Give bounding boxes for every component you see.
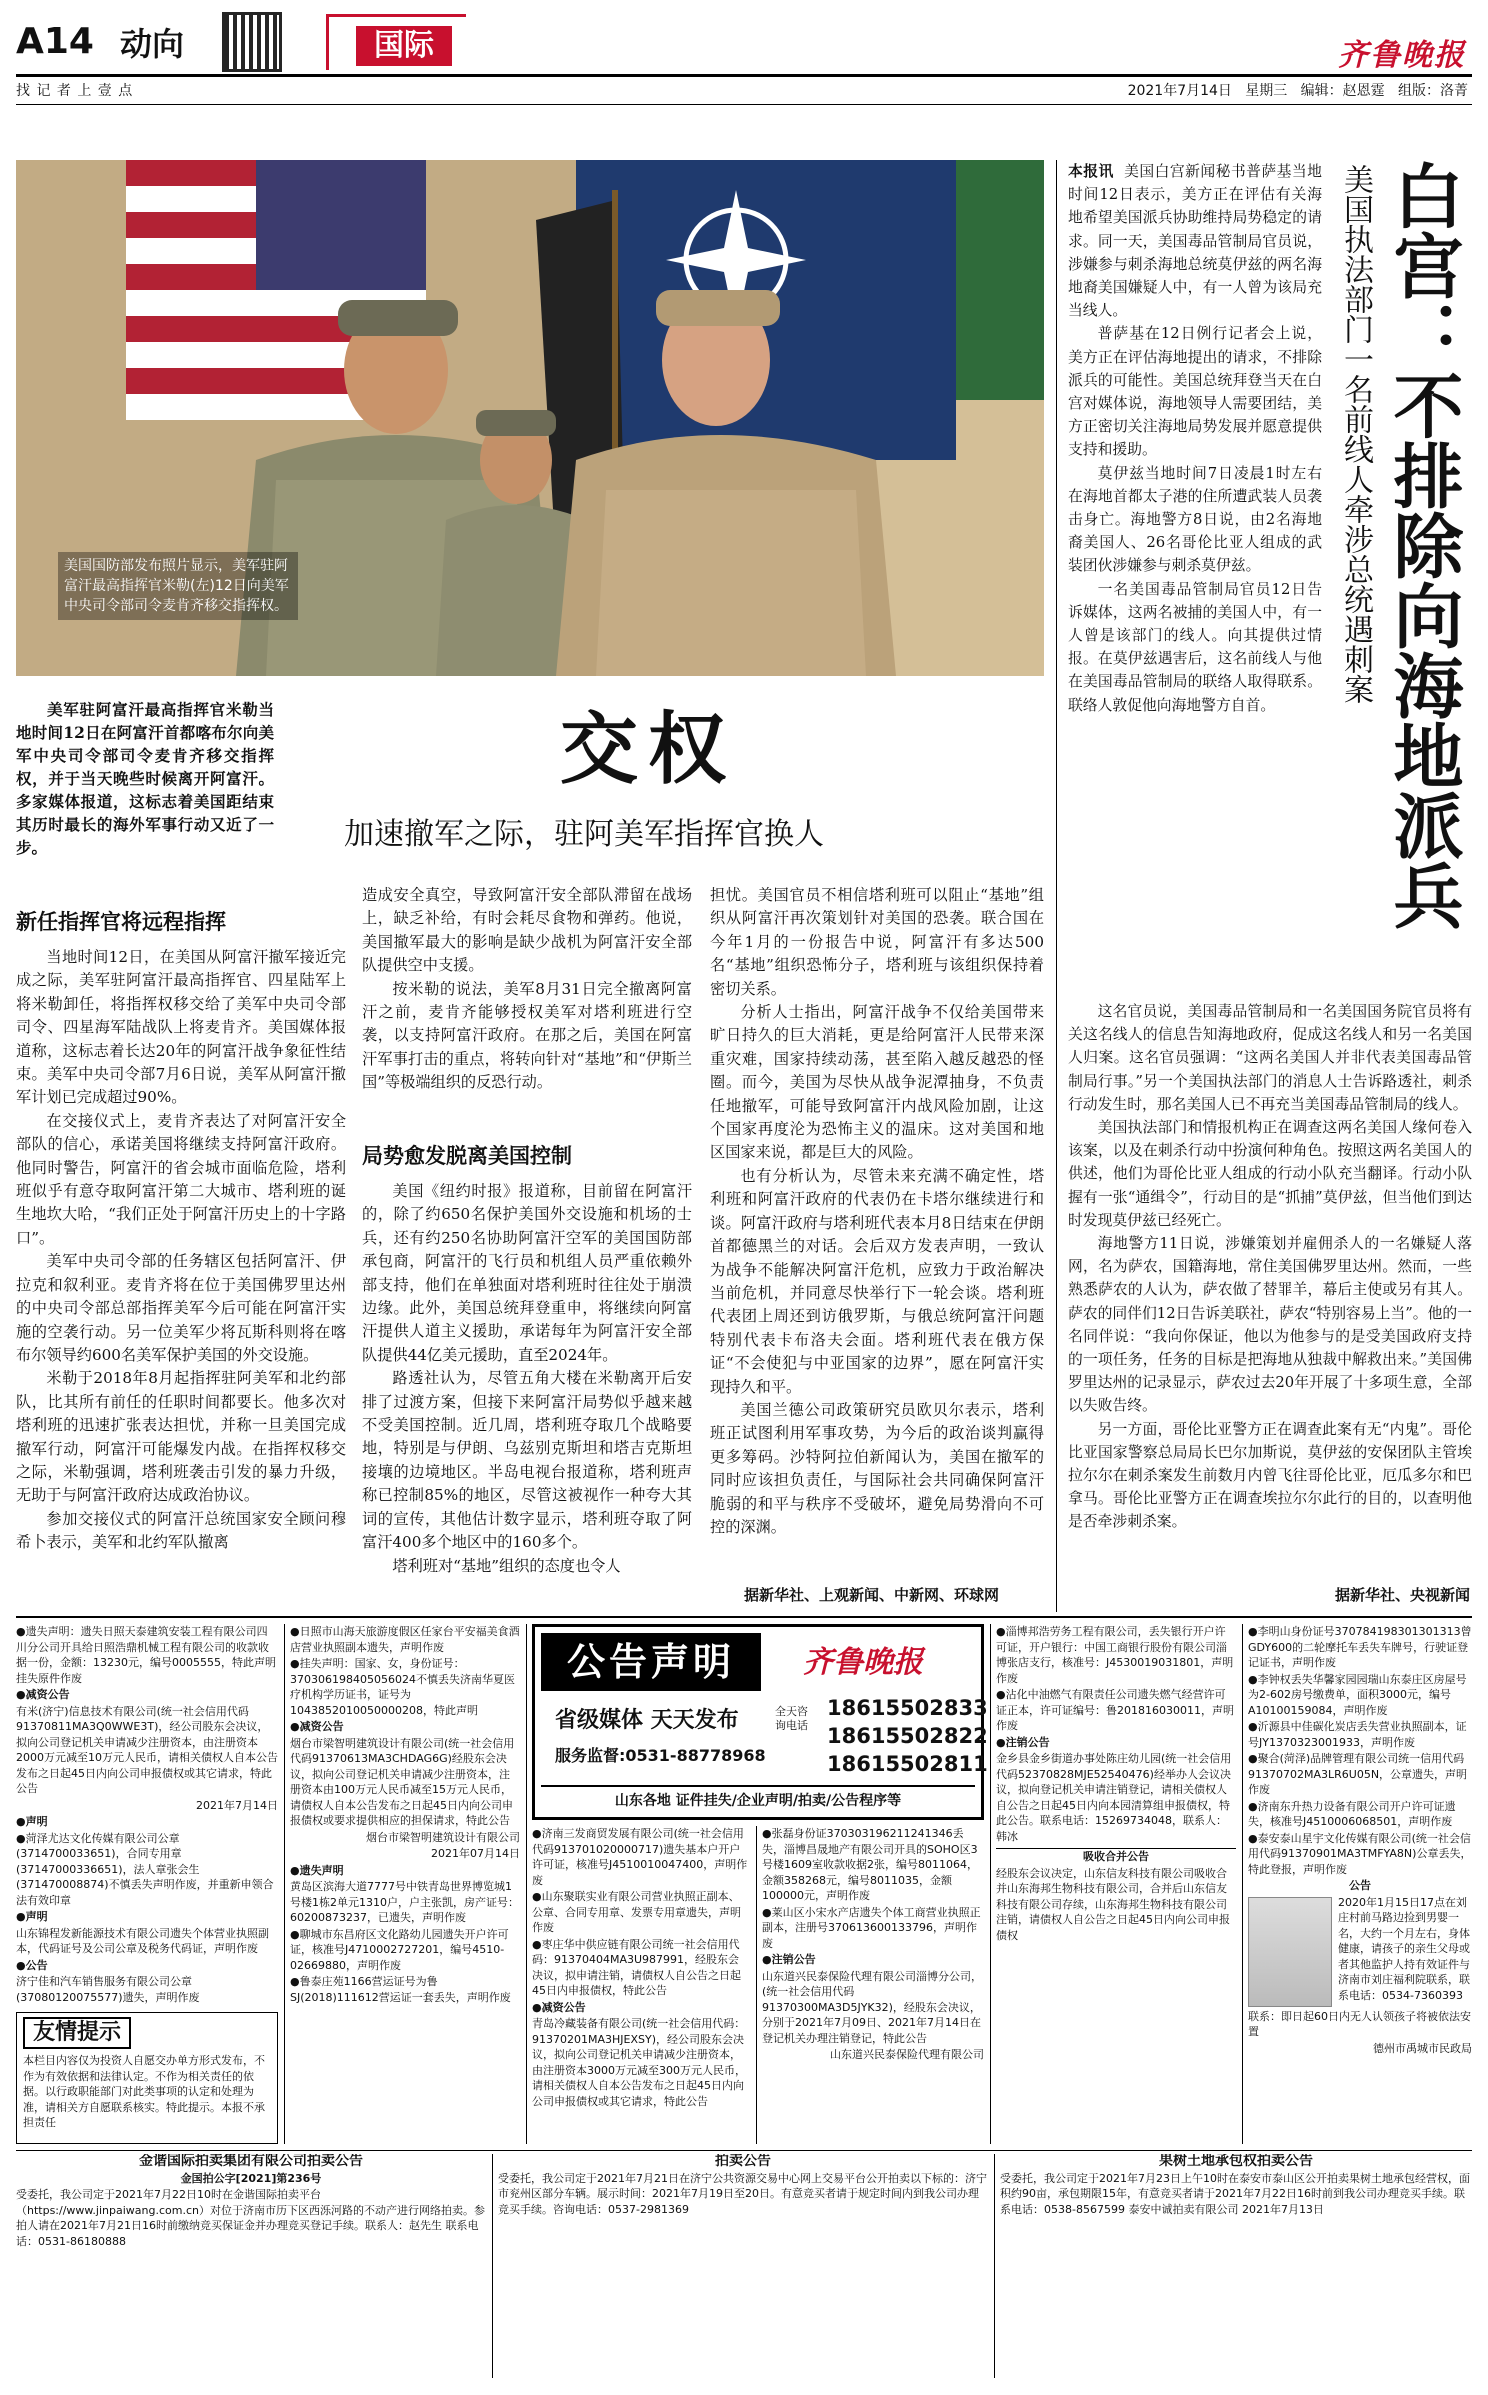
ad-item: 青岛冷藏装备有限公司(统一社会信用代码：91370201MA3HJEXSY)，经公司股东会决议，拟向公司登记机关申请减少注册资本，由注册资本3000万元减至300万元人民币，请相关债权人自本公告发布之日起45日内向公司申报债权或其它请求，特此公告 [532,2017,746,2108]
col1-para: 在交接仪式上，麦肯齐表达了对阿富汗安全部队的信心，承诺美国将继续支持阿富汗政府。他同时警告，阿富汗的省会城市面临危险，塔利班似乎有意夺取阿富汗第二大城市、塔利班的诞生地坎大哈，“我们正处于阿富汗历史上的十字路口”。 [16,1111,346,1247]
ad-item: 山东锦程发新能源技术有限公司遗失个体营业执照副本，代码证号及公司公章及税务代码证，声明作废 [16,1926,269,1955]
header-meta [1128,82,1468,100]
ad-item: ●李明山身份证号370784198301301313曾GDY600的二轮摩托车丢失车牌号，行驶证登记证书，声明作废 [1248,1625,1472,1669]
side-para: 另一方面，哥伦比亚警方正在调查此案有无“内鬼”。哥伦比亚国家警察总局局长巴尔加斯说，莫伊兹的安保团队主管埃拉尔尔在刺杀案发生前数月内曾飞往哥伦比亚，厄瓜多尔和巴拿马。哥伦比亚警方正在调查埃拉尔尔此行的目的，以查明他是否牵涉刺杀案。 [1068,1420,1472,1531]
ad-item: 济宁佳和汽车销售服务有限公司公章(37080120075577)遗失，声明作废 [16,1975,200,2004]
ad-item: 山东道兴民泰保险代理有限公司 [830,2048,984,2061]
ad-item: 烟台市梁智明建筑设计有限公司(统一社会信用代码91370613MA3CHDAG6G)经股东会决议，拟向公司登记机关申请减少注册资本，注册资本由100万元人民币减至15万元人民币，请债权人自本公告发布之日起45日内向公司申报债权或要求提供相应的担保请求，特此公告 [290,1736,515,1827]
ads-divider [990,1624,991,2144]
auction-3-text: 受委托，我公司定于2021年7月23日上午10时在泰安市泰山区公开拍卖果树土地承包经营权，面积约90亩，承包期限15年，有意竞买者请于2021年7月22日16时前到我公司办理竞买手续。联系电话：0538-8567599 泰安中诚拍卖有限公司 2021年7月13日 [1000,2171,1470,2216]
notice-line1: 省级媒体 天天发布 [555,1708,739,1733]
ad-item: ●声明 [16,1815,48,1828]
ad-item: ●张磊身份证370303196211241346丢失，淄博昌晟地产有限公司开具的SOHO区3号楼1609室收款收据2张，编号8011064，金额358268元，编号8011035，金额100000元，声明作废 [762,1827,978,1902]
ad-item: ●日照市山海天旅游度假区任家台平安福美食酒店营业执照副本遗失，声明作废 [290,1625,520,1654]
main-subheadline: 加速撤军之际，驻阿美军指挥官换人 [344,817,824,852]
ad-item: 公告 [1349,1879,1371,1892]
col3-para: 担忧。美国官员不相信塔利班可以阻止“基地”组织从阿富汗再次策划针对美国的恐袭。联合国在今年1月的一份报告中说，阿富汗有多达500名“基地”组织恐怖分子，塔利班与该组织保持着密切关系。 [710,886,1044,998]
section-name: 动向 [120,25,185,63]
ad-item: ●遗失声明：遗失日照天泰建筑安装工程有限公司四川分公司开具给日照浩鼎机械工程有限公司的收款收据一份，金额：13230元，编号0005555，特此声明挂失原件作废 [16,1625,276,1685]
ad-item: 2020年1月15日17点在刘庄村前马路边捡到男婴一名，大约一个月左右，身体健康，请孩子的亲生父母或者其他监护人持有效证件与济南市刘庄福利院联系，联系电话：0534-7360393 [1338,1895,1470,2002]
col3-para: 美国兰德公司政策研究员欧贝尔表示，塔利班正试图利用军事攻势，为今后的政治谈判赢得更多筹码。沙特阿拉伯新闻认为，美国在撤军的同时应该担负责任，与国际社会共同确保阿富汗脆弱的和平与秩序不受破坏，避免局势滑向不可控的深渊。 [710,1400,1044,1536]
auction-1-sub: 金国拍公字[2021]第236号 [180,2171,322,2185]
ads-divider [526,1624,527,2144]
ads-col-2 [290,1624,520,2144]
col2-para: 路透社认为，尽管五角大楼在米勒离开后安排了过渡方案，但接下来阿富汗局势似乎越来越不受美国控制。近几周，塔利班夺取几个战略要地，特别是与伊朗、乌兹别克斯坦和塔吉克斯坦接壤的边境地区。半岛电视台报道称，塔利班声称已控制85%的地区，尽管这被视作一种夸大其词的宣传，其他估计数字显示，塔利班夺取了阿富汗400多个地区中的160多个。 [362,1369,692,1552]
col2-para: 塔利班对“基地”组织的态度也令人 [392,1556,621,1575]
notice-title: 公告声明 [541,1633,761,1691]
col2-para: 按米勒的说法，美军8月31日完全撤离阿富汗之前，麦肯齐能够授权美军对塔利班进行空袭，以支持阿富汗政府。在那之后，美国在阿富汗军事打击的重点，将转向针对“基地”和“伊斯兰国”等极端组织的反恐行动。 [362,979,692,1092]
side-para: 莫伊兹当地时间7日凌晨1时左右在海地首都太子港的住所遭武装人员袭击身亡。海地警方8日说，由2名海地裔美国人、26名哥伦比亚人组成的武装团伙涉嫌参与刺杀莫伊兹。 [1068,464,1322,575]
ads-divider [994,2154,995,2378]
notice-bottom: 山东各地 证件挂失/企业声明/拍卖/公告程序等 [541,1785,975,1813]
ad-item: ●注销公告 [996,1735,1050,1749]
ad-item: 有米(济宁)信息技术有限公司(统一社会信用代码91370811MA3Q0WWE3T)，经公司股东会决议，拟向公司登记机关申请减少注册资本，由注册资本2000万元减至10万元人民币，请相关债权人自本公告发布之日起45日内向公司申报债权或其它请求，特此公告 [16,1704,278,1795]
ad-item: 联系：即日起60日内无人认领孩子将被依法安置 [1248,2009,1471,2038]
col1-para: 美军中央司令部的任务辖区包括阿富汗、伊拉克和叙利亚。麦肯齐将在位于美国佛罗里达州的中央司令部总部指挥美军今后可能在阿富汗实施的空袭行动。另一位美军少将瓦斯科则将在喀布尔领导约600名美军保护美国的外交设施。 [16,1252,346,1364]
ad-item: ●声明 [16,1910,48,1923]
ads-divider [492,2154,493,2378]
photo-caption: 美国国防部发布照片显示，美军驻阿富汗最高指挥官米勒(左)12日向美军中央司令部司令麦肯齐移交指挥权。 [58,552,298,620]
ad-item: ●挂失声明：国家、女，身份证号：370306198405056024不慎丢失济南华夏医疗机构学历证书，证号为1043852010050000208，特此声明 [290,1657,515,1717]
col1-para: 米勒于2018年8月起指挥驻阿美军和北约部队，比其所有前任的任职时间都要长。他多次对塔利班的迅速扩张表达担忧，并称一旦美国完成撤军行动，阿富汗可能爆发内战。在指挥权移交之际，米勒强调，塔利班袭击引发的暴力升级，无助于与阿富汗政府达成政治协议。 [16,1369,346,1505]
auction-2 [498,2154,988,2378]
ad-item: ●济南三发商贸发展有限公司(统一社会信用代码913701020000717)遗失基本户开户许可证，核准号J4510010047400，声明作废 [532,1827,748,1887]
section-tag: 国际 [356,26,452,66]
side-col-top [1068,160,1322,998]
main-lead: 美军驻阿富汗最高指挥官米勒当地时间12日在阿富汗首都喀布尔向美军中央司令部司令麦肯齐移交指挥权，并于当天晚些时候离开阿富汗。多家媒体报道，这标志着美国距结束其历时最长的海外军事行动又近了一步。 [16,700,274,857]
ad-item: ●沂源县中佳碳化炭店丢失营业执照副本，证号JY1370323001933，声明作废 [1248,1720,1467,1749]
ads-divider [1242,1624,1243,2144]
header-editor: 编辑：赵恩霆 [1300,83,1385,99]
notice-service: 服务监督:0531-88778968 [555,1746,766,1765]
main-headline: 交权 [560,704,737,795]
col2-para: 造成安全真空，导致阿富汗安全部队滞留在战场上，缺乏补给，有时会耗尽食物和弹药。他说，美国撤军最大的影响是缺少战机为阿富汗安全部队提供空中支援。 [362,886,692,975]
ad-item: 烟台市梁智明建筑设计有限公司 [366,1830,520,1844]
ads-col-5 [996,1624,1236,2144]
col1-para: 当地时间12日，在美国从阿富汗撤军接近完成之际，美军驻阿富汗最高指挥官、四星陆军上将米勒卸任，将指挥权移交给了美军中央司令部司令、四星海军陆战队上将麦肯齐。美国媒体报道称，这标志着长达20年的阿富汗战争象征性结束。美军中央司令部7月6日说，美军从阿富汗撤军计划已完成超过90%。 [16,948,346,1107]
ad-item: ●减资公告 [290,1720,344,1733]
header-weekday: 星期三 [1245,83,1288,99]
auction-1 [16,2154,486,2378]
col3-para: 也有分析认为，尽管未来充满不确定性，塔利班和阿富汗政府的代表仍在卡塔尔继续进行和谈。阿富汗政府与塔利班代表本月8日结束在伊朗首都德黑兰的对话。会后双方发表声明，一致认为战争不能解决阿富汗危机，应致力于政治解决当前危机，并同意尽快举行下一轮会谈。塔利班代表团上周还到访俄罗斯，与俄总统阿富汗问题特别代表卡布洛夫会面。塔利班代表在俄方保证“不会使犯与中亚国家的边界”，愿在阿富汗实现持久和平。 [710,1166,1044,1396]
ad-item: ●莱山区小宋水产店遗失个体工商营业执照正副本，注册号370613600133796，声明作废 [762,1905,981,1950]
side-para: 这名官员说，美国毒品管制局和一名美国国务院官员将有关这名线人的信息告知海地政府，促成这名线人和另一名美国人归案。这名官员强调：“这两名美国人并非代表美国毒品管制局行事。”另一个美国执法部门的消息人士告诉路透社，刺杀行动发生时，那名美国人已不再充当美国毒品管制局的线人。 [1068,1003,1472,1113]
ad-item: 黄岛区滨海大道7777号中铁青岛世界博览城1号楼1栋2单元1310户，户主张凯，房产证号：60200873237，已遗失，声明作废 [290,1880,519,1924]
side-para: 美国执法部门和情报机构正在调查这两名美国人缘何卷入该案，以及在刺杀行动中扮演何种角色。按照这两名美国人的供述，他们为哥伦比亚人组成的行动小队充当翻译。行动小队握有一张“通缉令”，行动目的是“抓捕”莫伊兹，但当他们到达时发现莫伊兹已经死亡。 [1068,1119,1472,1229]
paper-logo: 齐鲁晚报 [1338,38,1466,73]
friendly-tip-title: 友情提示 [23,2017,131,2049]
auction-2-text: 受委托，我公司定于2021年7月21日在济宁公共资源交易中心网上交易平台公开拍卖以下标的：济宁市兖州区部分车辆。展示时间：2021年7月19日至20日。有意竞买者请于规定时间内到我公司办理竞买手续。咨询电话：0537-2981369 [498,2171,987,2216]
header-rule-thin [16,104,1472,105]
ad-item: 德州市禹城市民政局 [1373,2041,1472,2055]
notice-logo: 齐鲁晚报 [803,1645,923,1680]
ads-divider [284,1624,285,2144]
side-subheadline: 美国执法部门一名前线人牵涉总统遇刺案 [1338,164,1373,704]
main-col3 [710,884,1044,1576]
column-divider [1056,160,1057,1612]
subhead-1: 新任指挥官将远程指挥 [16,910,226,934]
ad-item: ●山东聚联实业有限公司营业执照正副本、公章、合同专用章、发票专用章遗失，声明作废 [532,1890,741,1934]
ad-item: ●遗失声明 [290,1863,344,1877]
ads-bottom-rule [16,2150,1472,2151]
main-col2b [362,1180,692,1608]
ads-col-4 [762,1826,984,2144]
ad-item: ●聊城市东昌府区文化路幼儿园遗失开户许可证，核准号J4710002727201，编号4510-02669880，声明作废 [290,1927,509,1972]
ad-item: ●菏泽尤达文化传媒有限公司公章(3714700033651)，合同专用章(37147000336651)，法人章张会生(371470008874)不慎丢失声明作废，并重新申领合法有效印章 [16,1831,274,1907]
side-headline: 白宫：不排除向海地派兵 [1382,160,1464,930]
header-date: 2021年7月14日 [1127,83,1232,99]
side-para [1068,160,1322,322]
ad-item: ●聚合(菏泽)品牌管理有限公司统一信用代码91370702MA3LR6U05N，公章遗失，声明作废 [1248,1752,1468,1796]
side-col-bottom [1068,1000,1472,1580]
friendly-tip-text: 本栏目内容仅为投资人自愿交办单方形式发布，不作为有效依据和法律认定。不作为相关责任的依据。以行政职能部门对此类事项的认定和处理为准，请相关方自愿联系核实。特此提示。本报不承担责任 [23,2054,265,2129]
ad-item: ●减资公告 [532,2000,586,2014]
auction-1-title: 金谐国际拍卖集团有限公司拍卖公告 [139,2154,363,2169]
ad-item: 经股东会议决定，山东信友科技有限公司吸收合并山东海邦生物科技有限公司，合并后山东信友科技有限公司存续，山东海邦生物科技有限公司注销，请债权人自公告之日起45日内向公司申报债权 [996,1866,1230,1942]
ad-item: ●枣庄华中供应链有限公司统一社会信用代码：91370404MA3U987991，经股东会决议，拟申请注销，请债权人自公告之日起45日内申报债权，特此公告 [532,1937,741,1997]
ad-item: ●沾化中油燃气有限责任公司遗失燃气经营许可证正本，许可证编号：鲁201816030011，声明作废 [996,1688,1234,1732]
notice-phone[interactable]: 18615502833 [827,1696,988,1720]
col2-para: 美国《纽约时报》报道称，目前留在阿富汗的，除了约650名保护美国外交设施和机场的士兵，还有约250名协助阿富汗空军的美国国防部承包商，阿富汗的飞行员和机组人员严重依赖外部支持，他们在单独面对塔利班时往往处于崩溃边缘。此外，美国总统拜登重申，将继续向阿富汗提供人道主义援助，承诺每年为阿富汗安全部队提供44亿美元援助，直至2024年。 [362,1182,692,1364]
main-col1 [16,946,346,1606]
notice-phone[interactable]: 18615502811 [827,1752,988,1776]
page-number: A14 [16,21,94,62]
auction-3-title: 果树土地承包权拍卖公告 [1159,2154,1313,2169]
side-source: 据新华社、央视新闻 [1334,1586,1470,1604]
ads-divider [756,1826,757,2144]
col3-para: 分析人士指出，阿富汗战争不仅给美国带来旷日持久的巨大消耗，更是给阿富汗人民带来深重灾难，国家持续动荡，甚至陷入越反越恐的怪圈。而今，美国为尽快从战争泥潭抽身，不负责任地撤军，可能导致阿富汗内战风险加剧，让这个国家再度沦为恐怖主义的温床。这对美国和地区国家来说，都是巨大的风险。 [710,1003,1044,1162]
side-lead-text: 美国白宫新闻秘书普萨基当地时间12日表示，美方正在评估有关海地希望美国派兵协助维持局势稳定的请求。同一天，美国毒品管制局官员说，涉嫌参与刺杀海地总统莫伊兹的两名海地裔美国嫌疑人中，有一人曾为该局充当线人。 [1068,163,1322,320]
notice-phone[interactable]: 18615502822 [827,1724,988,1748]
side-para: 一名美国毒品管制局官员12日告诉媒体，这两名被捕的美国人中，有一人曾是该部门的线人。向其提供过情报。在莫伊兹遇害后，这名前线人与他在美国毒品管制局的联络人取得联系。联络人敦促他向海地警方自首。 [1068,580,1322,714]
notice-box [532,1624,988,1820]
ad-item: 山东道兴民泰保险代理有限公司淄博分公司，(统一社会信用代码91370300MA3D5JYK32)，经股东会决议，分别于2021年7月09日、2021年7月14日在登记机关办理注销登记，特此公告 [762,1969,982,2045]
ads-top-rule [16,1616,1472,1618]
main-source: 据新华社、上观新闻、中新网、环球网 [744,1586,1000,1604]
notice-hotline-label: 全天咨询电话 [775,1705,808,1732]
news-photo [16,160,1044,676]
ad-item: ●公告 [16,1958,48,1972]
ads-col-3 [532,1826,750,2144]
ad-item: ●淄博邦浩劳务工程有限公司，丢失银行开户许可证，开户银行：中国工商银行股份有限公司淄博张店支行，核准号：J4530019031801，声明作废 [996,1625,1234,1685]
ad-item: ●李钟权丢失华馨家园园瑞山东泰庄区房屋号为2-602房号缴费单，面积3000元，编号A10100159084，声明作废 [1248,1672,1467,1717]
subhead-2: 局势愈发脱离美国控制 [362,1144,572,1168]
ad-item: ●济南东升热力设备有限公司开户许可证遗失，核准号J4510006068501，声明作废 [1248,1799,1456,1828]
reporter-label: 找 记 者 上 壹 点 [16,83,134,99]
ad-item: 2021年07月14日 [431,1847,520,1860]
side-para: 海地警方11日说，涉嫌策划并雇佣杀人的一名嫌疑人落网，名为萨农，国籍海地，常住美国佛罗里达州。然而，一些熟悉萨农的人认为，萨农做了替罪羊，幕后主使或另有其人。萨农的同伴们12日告诉美联社，萨农“特别容易上当”。他的一名同伴说：“我向你保证，他以为他参与的是受美国政府支持的一项任务，任务的目标是把海地从独裁中解救出来。”美国佛罗里达州的记录显示，萨农过去20年开展了十多项生意，全部以失败告终。 [1068,1235,1472,1415]
auction-1-text: 受委托，我公司定于2021年7月22日10时在金谐国际拍卖平台（https://www.jinpaiwang.com.cn）对位于济南市历下区西泺河路的不动产进行网络拍卖。参拍人请在2021年7月21日16时前缴纳竞买保证金并办理竞买登记手续。联系人：赵先生 联系电话：0531-86180888 [16,2188,485,2248]
qr-code[interactable] [222,12,282,72]
main-col2a [362,884,692,1134]
auction-2-title: 拍卖公告 [715,2154,771,2169]
side-para: 普萨基在12日例行记者会上说，美方正在评估海地提出的请求，不排除派兵的可能性。美国总统拜登当天在白宫对媒体说，海地领导人需要团结，美方正密切关注海地局势发展并愿意提供支持和援助。 [1068,325,1322,459]
auction-3 [1000,2154,1472,2378]
friendly-tip-box [16,2012,278,2144]
ads-col-6 [1248,1624,1472,2144]
col1-para: 参加交接仪式的阿富汗总统国家安全顾问穆希卜表示，美军和北约军队撤离 [16,1509,346,1552]
header-designer: 组版：洛菁 [1398,83,1468,99]
ad-item: 金乡县金乡街道办事处陈庄幼儿园(统一社会信用代码52370828MJE52540476)经举办人会议决议，拟向登记机关申请注销登记，请相关债权人自公告之日起45日内向本园清算组申报债权，特此公告。联系电话：15269734048，联系人：韩冰 [996,1752,1232,1843]
ads-col-1 [16,1624,278,2008]
ad-item: ●减资公告 [16,1688,70,1701]
ad-item: 2021年7月14日 [196,1798,278,1812]
baby-photo [1248,1897,1332,2007]
ad-item: 吸收合并公告 [996,1848,1236,1865]
side-lead-label: 本报讯 [1068,163,1114,180]
ad-item: ●注销公告 [762,1953,816,1966]
header-rule [16,74,1472,77]
ad-item: ●鲁泰庄苑1166营运证号为鲁SJ(2018)111612营运证一套丢失，声明作废 [290,1975,511,2004]
ad-item: ●泰安泰山星宇文化传媒有限公司(统一社会信用代码91370901MA3TMFYA8N)公章丢失，特此登报，声明作废 [1248,1831,1472,1876]
